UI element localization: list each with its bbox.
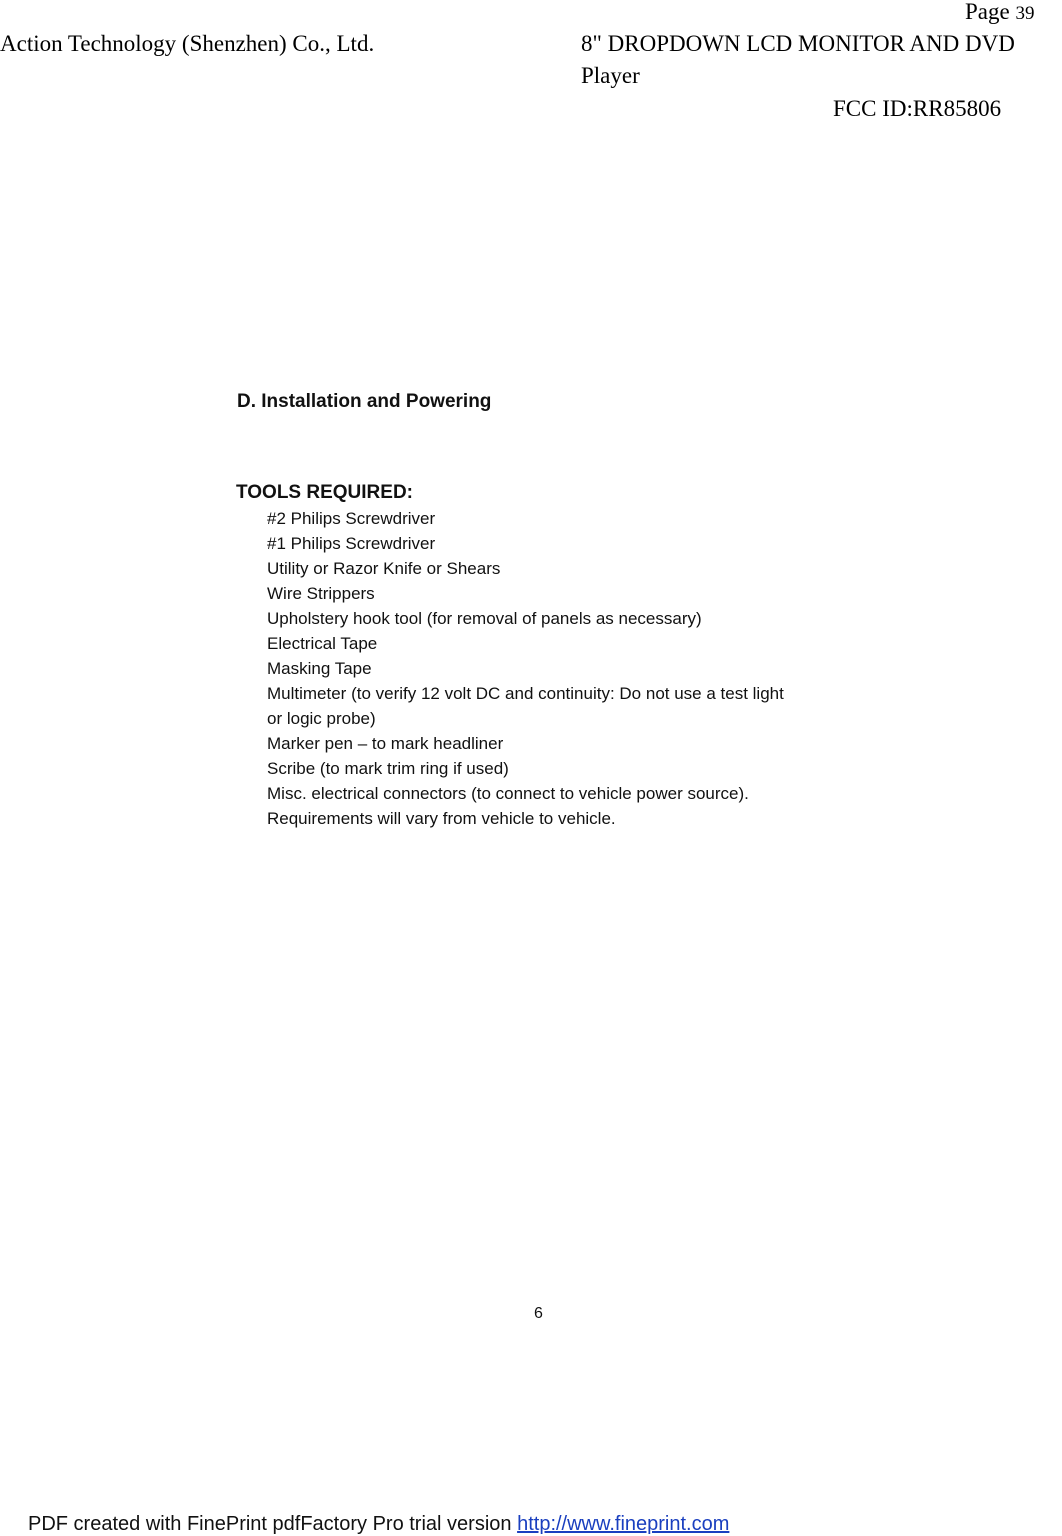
fcc-id: FCC ID:RR85806	[833, 96, 1002, 121]
company-name: Action Technology (Shenzhen) Co., Ltd.	[0, 31, 375, 56]
footer-text: PDF created with FinePrint pdfFactory Pro trial version	[28, 1513, 512, 1535]
tool-item: Utility or Razor Knife or Shears	[267, 559, 501, 578]
tool-item: #2 Philips Screwdriver	[267, 509, 436, 528]
manual-page-number: 6	[534, 1305, 543, 1322]
page-number: 39	[1015, 3, 1035, 24]
tool-item: Misc. electrical connectors (to connect to vehicle power source).	[267, 784, 749, 803]
section-title: D. Installation and Powering	[237, 391, 492, 412]
tool-item: or logic probe)	[267, 709, 376, 728]
tool-item: Upholstery hook tool (for removal of panels as necessary)	[267, 609, 702, 628]
tool-item: Multimeter (to verify 12 volt DC and continuity: Do not use a test light	[267, 684, 784, 703]
tool-item: Wire Strippers	[267, 584, 375, 603]
product-title-line2: Player	[581, 63, 640, 88]
page-label: Page	[965, 0, 1010, 24]
product-title-line1: 8" DROPDOWN LCD MONITOR AND DVD	[581, 31, 1015, 56]
tool-item: Scribe (to mark trim ring if used)	[267, 759, 509, 778]
tool-item: Masking Tape	[267, 659, 372, 678]
page-indicator	[965, 0, 1034, 23]
tool-item: Electrical Tape	[267, 634, 378, 653]
footer	[28, 1514, 729, 1534]
tool-item: #1 Philips Screwdriver	[267, 534, 436, 553]
tools-heading: TOOLS REQUIRED:	[236, 482, 413, 503]
tool-item: Marker pen – to mark headliner	[267, 734, 504, 753]
tool-item: Requirements will vary from vehicle to vehicle.	[267, 809, 616, 828]
fineprint-link[interactable]: http://www.fineprint.com	[517, 1513, 730, 1535]
